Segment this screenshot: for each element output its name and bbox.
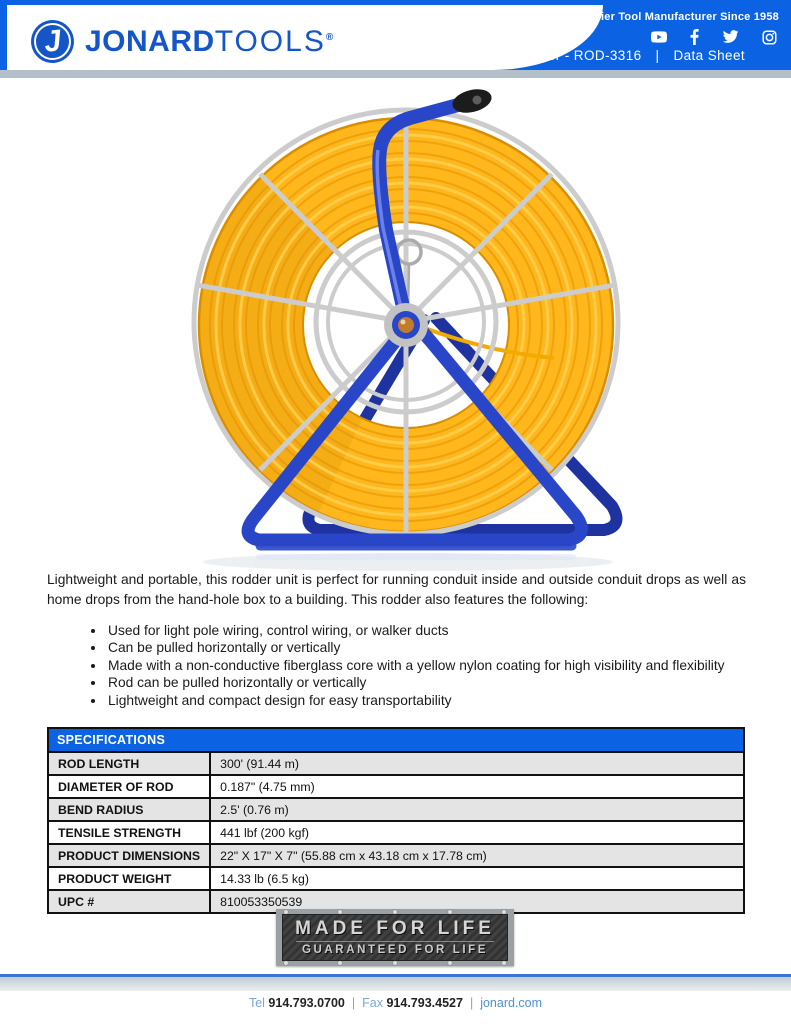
- doc-type: Data Sheet: [673, 48, 745, 63]
- product-title: Plastic Coated Fiberglass Rodder - ROD-3316: [346, 48, 642, 63]
- fax-number: 914.793.4527: [386, 996, 463, 1010]
- brand-name-bold: JONARD: [85, 24, 215, 58]
- spec-value: 22" X 17" X 7" (55.88 cm x 43.18 cm x 17.78 cm): [210, 844, 744, 867]
- spec-value: 2.5' (0.76 m): [210, 798, 744, 821]
- spec-label: DIAMETER OF ROD: [48, 775, 210, 798]
- spec-value: 0.187" (4.75 mm): [210, 775, 744, 798]
- subtitle-separator: |: [655, 48, 660, 63]
- product-image: [156, 80, 636, 577]
- spec-label: PRODUCT WEIGHT: [48, 867, 210, 890]
- table-row: [48, 867, 744, 890]
- hub: [384, 303, 428, 347]
- brand-logo: [31, 20, 334, 63]
- spec-value: 810053350539: [210, 890, 744, 913]
- spec-label: TENSILE STRENGTH: [48, 821, 210, 844]
- badge-line1: MADE FOR LIFE: [295, 918, 495, 940]
- spec-value: 300' (91.44 m): [210, 752, 744, 775]
- spec-value: 441 lbf (200 kgf): [210, 821, 744, 844]
- logo-letter: J: [42, 23, 63, 59]
- list-item: • Lightweight and compact design for easy transportability: [106, 692, 736, 709]
- reflection: [203, 553, 613, 571]
- facebook-icon[interactable]: [690, 29, 699, 45]
- tel-number: 914.793.0700: [268, 996, 345, 1010]
- instagram-icon[interactable]: [762, 30, 777, 45]
- table-row: [48, 798, 744, 821]
- table-title: SPECIFICATIONS: [48, 728, 744, 752]
- website-link[interactable]: jonard.com: [480, 996, 543, 1010]
- table-row: [48, 775, 744, 798]
- made-for-life-badge: [276, 909, 514, 966]
- feature-list: [92, 622, 736, 709]
- table-row: [48, 752, 744, 775]
- youtube-icon[interactable]: [651, 31, 667, 43]
- footer-separator: |: [469, 996, 474, 1010]
- specifications-table: [47, 727, 745, 914]
- spec-label: UPC #: [48, 890, 210, 913]
- footer-separator: |: [351, 996, 356, 1010]
- brand-name-light: TOOLS: [214, 24, 326, 58]
- footer-contact: [0, 996, 791, 1010]
- list-item: • Used for light pole wiring, control wiring, or walker ducts: [106, 622, 736, 639]
- footer-gradient-bar: [0, 977, 791, 991]
- list-item: • Made with a non-conductive fiberglass core with a yellow nylon coating for high visibility and flexibility: [106, 657, 736, 674]
- product-description: Lightweight and portable, this rodder unit is perfect for running conduit inside and outside conduit drops as well as home drops from the hand-hole box to a building. This rodder also features the following:: [47, 572, 746, 607]
- spec-label: PRODUCT DIMENSIONS: [48, 844, 210, 867]
- list-item: • Rod can be pulled horizontally or vertically: [106, 674, 736, 691]
- tagline: Premier Tool Manufacturer Since 1958: [572, 11, 779, 23]
- header-divider-stripe: [0, 70, 791, 78]
- registered-mark: ®: [325, 31, 334, 43]
- twitter-icon[interactable]: [722, 30, 739, 44]
- social-links: [651, 29, 777, 45]
- header-bar: [0, 0, 791, 70]
- spec-value: 14.33 lb (6.5 kg): [210, 867, 744, 890]
- list-item: • Can be pulled horizontally or vertically: [106, 639, 736, 656]
- tel-label: Tel: [248, 996, 265, 1010]
- spec-label: ROD LENGTH: [48, 752, 210, 775]
- spec-label: BEND RADIUS: [48, 798, 210, 821]
- badge-line2: GUARANTEED FOR LIFE: [301, 943, 489, 956]
- badge-divider: [296, 941, 493, 942]
- jonard-logo-icon: [29, 18, 76, 65]
- badge-plate: [282, 914, 508, 961]
- brand-name: [85, 25, 334, 59]
- document-subtitle: [347, 48, 745, 63]
- fax-label: Fax: [362, 996, 383, 1010]
- table-row: [48, 821, 744, 844]
- table-row: [48, 844, 744, 867]
